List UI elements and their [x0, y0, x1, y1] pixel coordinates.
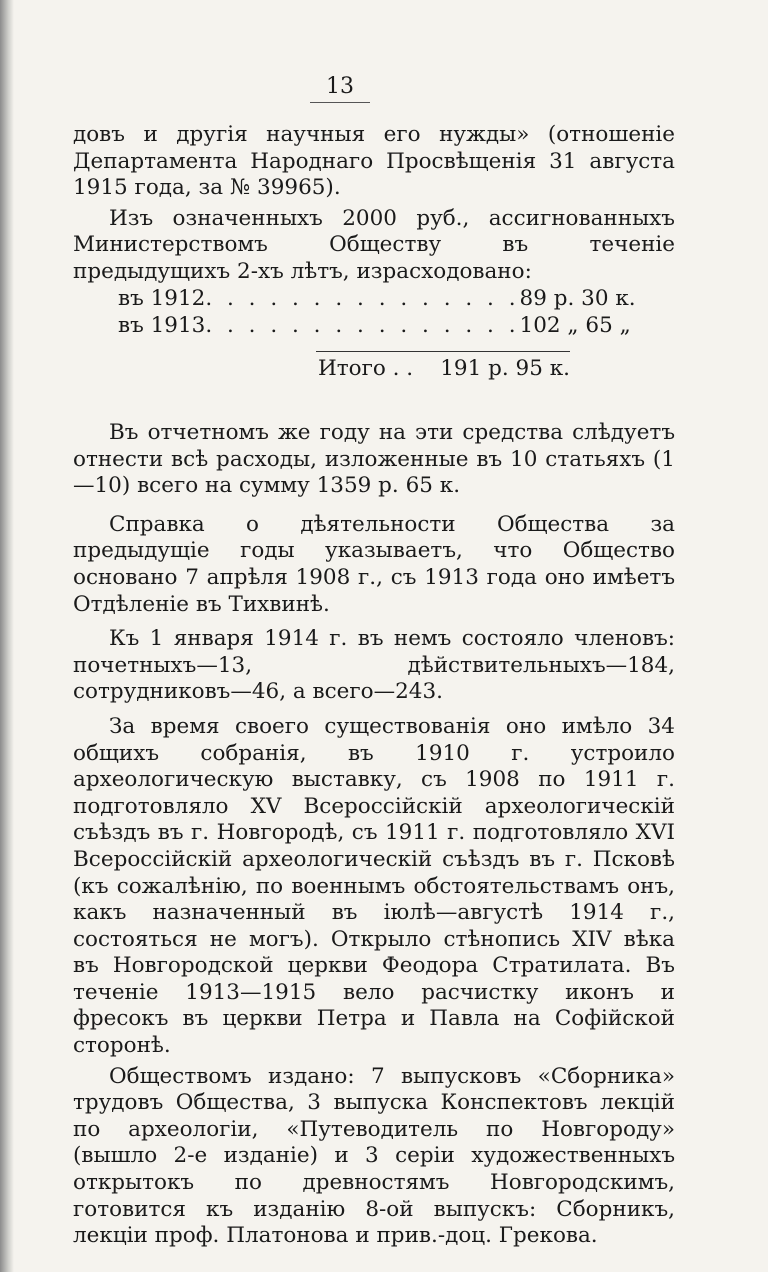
expense-year: въ 1913 [118, 313, 206, 338]
page-binding-edge [0, 0, 14, 1272]
total-label: Итого . . [318, 356, 414, 381]
paragraph: За время своего существованія оно имѣло 34 общихъ собранія, въ 1910 г. устроило археологическую выставку, съ 1908 по 1911 г. подготовляло XV Всероссійскій археологическій съѣздъ въ г. Новгородѣ, съ 1911 г. подготовляло XVI Всероссійскій археологическій съѣздъ въ г. Псковѣ (къ сожалѣнію, по военнымъ обстоятельствамъ онъ, какъ назначенный въ іюлѣ—августѣ 1914 г., состояться не могъ). Открыло стѣнопись XIV вѣка въ Новгородской церкви Феодора Стратилата. Въ теченіе 1913—1915 вело расчистку иконъ и фресокъ въ церкви Петра и Павла на Софійской сторонѣ. [73, 713, 675, 1059]
paragraph-spent: Изъ означенныхъ 2000 руб., ассигнованныхъ Министерствомъ Обществу въ теченіе предыдущихъ 2-хъ лѣтъ, израсходовано: [73, 205, 675, 284]
expense-row [118, 313, 631, 339]
total-amount: 191 р. 95 к. [440, 356, 570, 381]
expense-row [118, 286, 636, 312]
total-rule [316, 351, 570, 352]
leader-dots: . . . . . . . . . . . . . . . [205, 313, 520, 338]
paragraph: Справка о дѣятельности Общества за предыдущіе годы указываетъ, что Общество основано 7 апрѣля 1908 г., съ 1913 года оно имѣетъ Отдѣленіе въ Тихвинѣ. [73, 511, 675, 617]
total-row [318, 356, 570, 382]
expense-amount: 89 р. 30 к. [519, 286, 636, 311]
leader-dots: . . . . . . . . . . . . . . . [205, 286, 520, 311]
page-number: 13 [310, 74, 370, 103]
paragraph: Въ отчетномъ же году на эти средства слѣдуетъ отнести всѣ расходы, изложенные въ 10 статьяхъ (1—10) всего на сумму 1359 р. 65 к. [73, 420, 675, 499]
expense-amount: 102 „ 65 „ [519, 313, 631, 338]
paragraph-continued: довъ и другія научныя его нужды» (отношеніе Департамента Народнаго Просвѣщенія 31 августа 1915 года, за № 39965). [73, 122, 675, 201]
expense-year: въ 1912 [118, 286, 206, 311]
paragraph: Обществомъ издано: 7 выпусковъ «Сборника» трудовъ Общества, 3 выпуска Конспектовъ лекцій по археологіи, «Путеводитель по Новгороду» (вышло 2-е изданіе) и 3 серіи художественныхъ открытокъ по древностямъ Новгородскимъ, готовится къ изданію 8-ой выпускъ: Сборникъ, лекціи проф. Платонова и прив.-доц. Грекова. [73, 1063, 675, 1249]
text-block-top [73, 122, 675, 286]
text-block-main [73, 420, 675, 1250]
paragraph: Къ 1 января 1914 г. въ немъ состояло членовъ: почетныхъ—13, дѣйствительныхъ—184, сотрудниковъ—46, а всего—243. [73, 626, 675, 705]
